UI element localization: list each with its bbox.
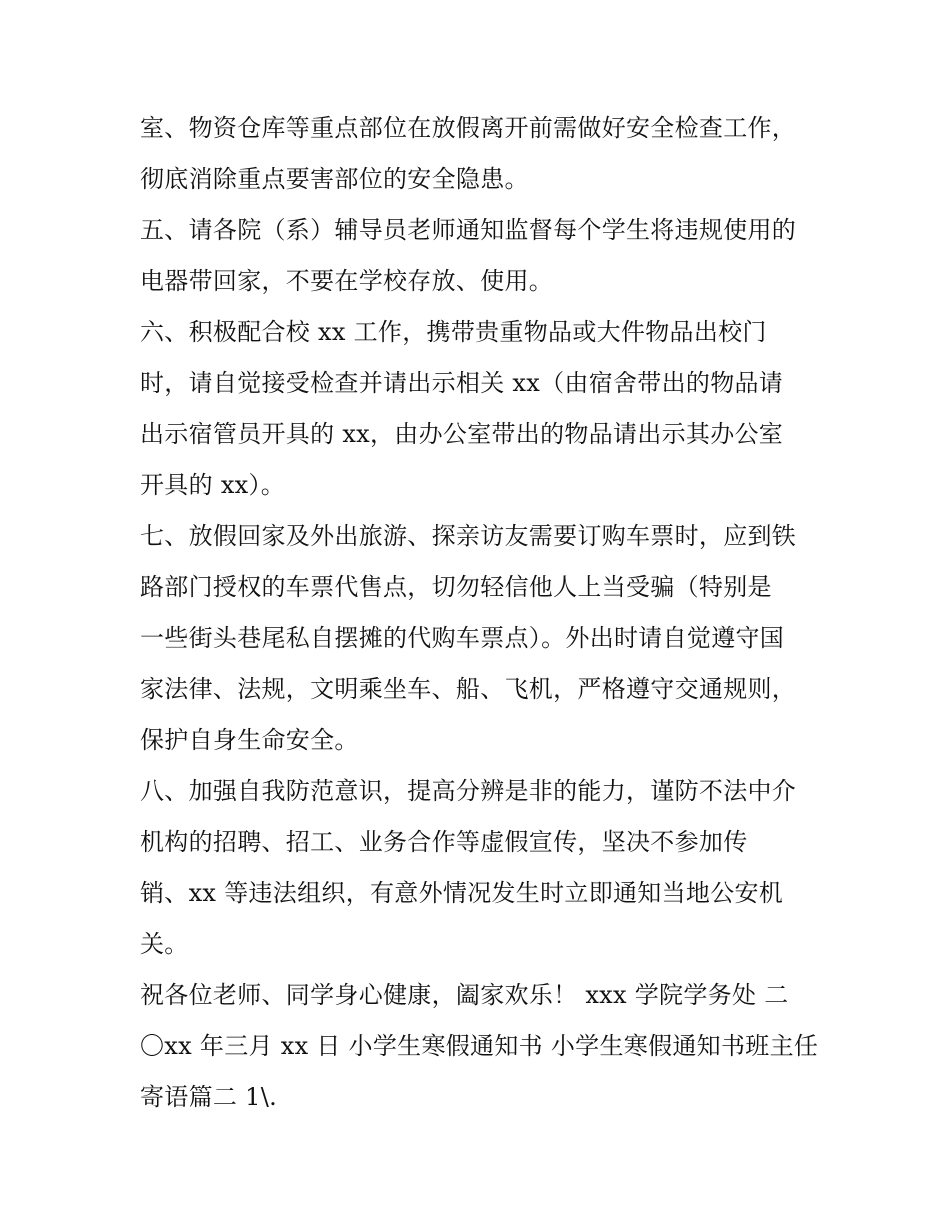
- text-line: 〇xx 年三月 xx 日 小学生寒假通知书 小学生寒假通知书班主任: [140, 1032, 819, 1060]
- text-line: 保护自身生命安全。: [140, 726, 359, 754]
- text-line: 祝各位老师、同学身心健康，阖家欢乐！ xxx 学院学务处 二: [140, 981, 789, 1009]
- text-line: 路部门授权的车票代售点，切勿轻信他人上当受骗（特别是: [140, 573, 772, 601]
- text-line: 家法律、法规，文明乘坐车、船、飞机，严格遵守交通规则，: [140, 675, 797, 703]
- text-line: 七、放假回家及外出旅游、探亲访友需要订购车票时，应到铁: [140, 522, 797, 550]
- text-line: 电器带回家，不要在学校存放、使用。: [140, 267, 554, 295]
- text-line: 五、请各院（系）辅导员老师通知监督每个学生将违规使用的: [140, 216, 797, 244]
- text-line: 寄语篇二 1\.: [140, 1083, 278, 1111]
- text-line: 出示宿管员开具的 xx，由办公室带出的物品请出示其办公室: [140, 420, 784, 448]
- text-line: 室、物资仓库等重点部位在放假离开前需做好安全检查工作，: [140, 114, 797, 142]
- text-line: 销、xx 等违法组织，有意外情况发生时立即通知当地公安机: [140, 879, 784, 907]
- text-line: 关。: [140, 930, 189, 958]
- text-line: 一些街头巷尾私自摆摊的代购车票点）。外出时请自觉遵守国: [140, 624, 785, 652]
- text-line: 彻底消除重点要害部位的安全隐患。: [140, 165, 529, 193]
- text-line: 机构的招聘、招工、业务合作等虚假宣传，坚决不参加传: [140, 828, 748, 856]
- text-line: 六、积极配合校 xx 工作，携带贵重物品或大件物品出校门: [140, 318, 767, 346]
- text-line: 时，请自觉接受检查并请出示相关 xx（由宿舍带出的物品请: [140, 369, 784, 397]
- text-line: 开具的 xx）。: [140, 471, 286, 499]
- text-line: 八、加强自我防范意识，提高分辨是非的能力，谨防不法中介: [140, 777, 797, 805]
